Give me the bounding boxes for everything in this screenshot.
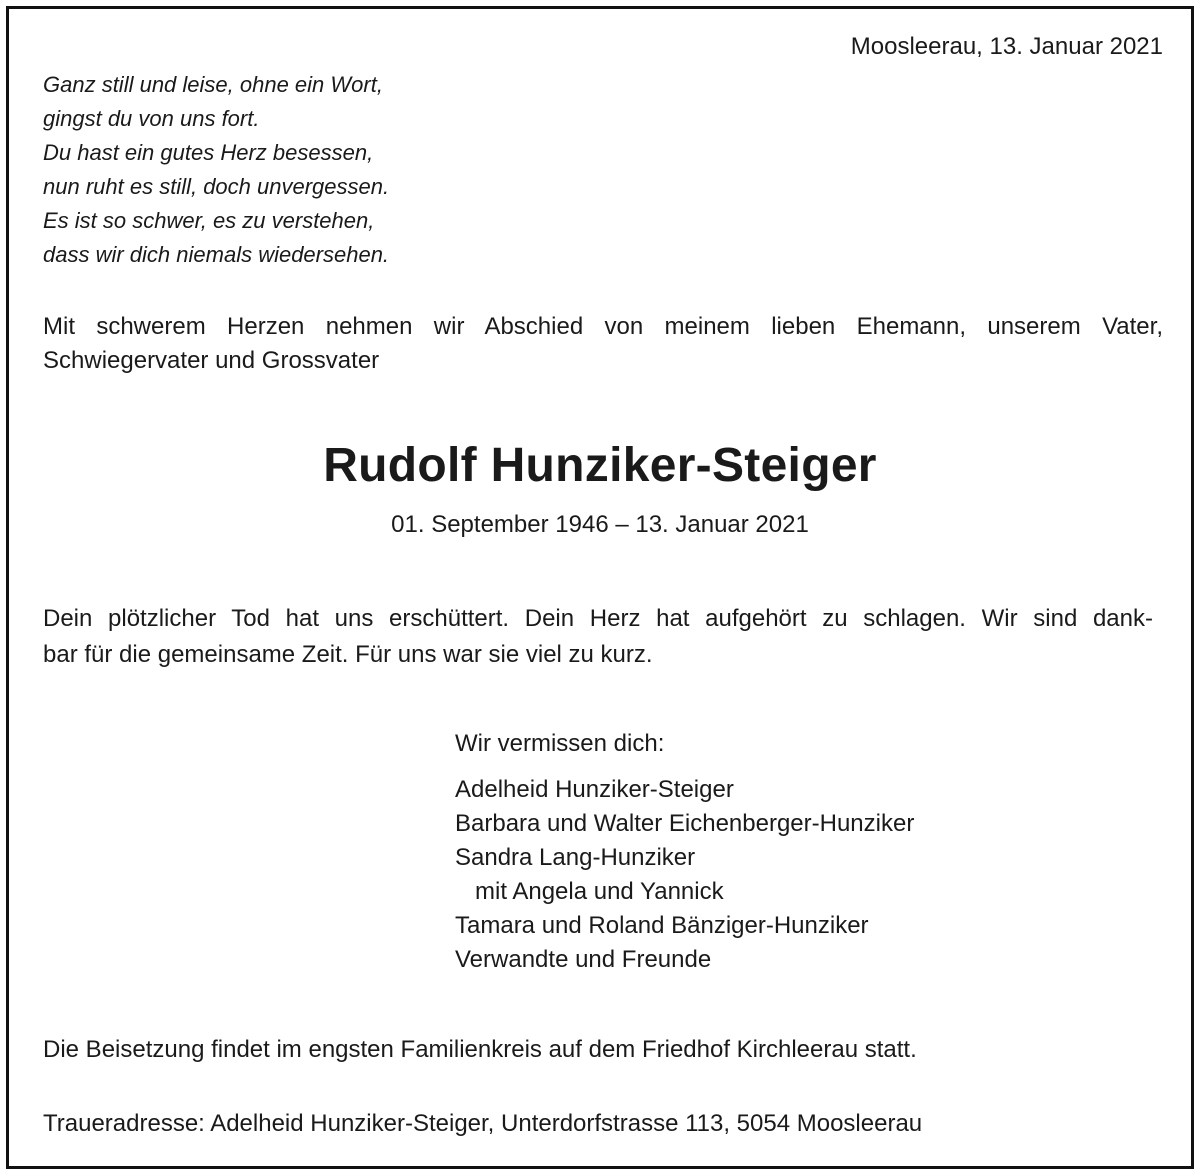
poem-line: Es ist so schwer, es zu verstehen, — [43, 208, 375, 233]
mourner-name: Adelheid Hunziker-Steiger — [455, 776, 734, 803]
place-date: Moosleerau, 13. Januar 2021 — [850, 33, 1163, 60]
intro-line: Schwiegervater und Grossvater — [43, 347, 380, 374]
mourning-address: Traueradresse: Adelheid Hunziker-Steiger, Unterdorfstrasse 113, 5054 Moosleerau — [43, 1110, 923, 1137]
intro-line: Mit schwerem Herzen nehmen wir Abschied von meinem lieben Ehemann, unserem Vater, — [43, 313, 1163, 340]
mourner-name: mit Angela und Yannick — [475, 878, 724, 905]
poem — [43, 68, 389, 272]
mourner-name: Sandra Lang-Hunziker — [455, 844, 696, 871]
poem-line: Du hast ein gutes Herz besessen, — [43, 140, 374, 165]
miss-heading: Wir vermissen dich: — [455, 730, 665, 757]
poem-line: Ganz still und leise, ohne ein Wort, — [43, 72, 383, 97]
poem-line: gingst du von uns fort. — [43, 106, 260, 131]
message-line: bar für die gemeinsame Zeit. Für uns war sie viel zu kurz. — [43, 641, 653, 668]
message-line: Dein plötzlicher Tod hat uns erschüttert. Dein Herz hat aufgehört zu schlagen. Wir sind dank- — [43, 605, 1153, 632]
poem-line: nun ruht es still, doch unvergessen. — [43, 174, 390, 199]
mourners-list — [455, 773, 914, 977]
mourner-name: Tamara und Roland Bänziger-Hunziker — [455, 912, 869, 939]
burial-info: Die Beisetzung findet im engsten Familienkreis auf dem Friedhof Kirchleerau statt. — [43, 1036, 917, 1063]
mourner-name: Barbara und Walter Eichenberger-Hunziker — [455, 810, 915, 837]
lifespan-dates: 01. September 1946 – 13. Januar 2021 — [391, 511, 809, 538]
deceased-name: Rudolf Hunziker-Steiger — [323, 439, 877, 492]
poem-line: dass wir dich niemals wiedersehen. — [43, 242, 390, 267]
message-text — [43, 601, 1153, 673]
mourner-name: Verwandte und Freunde — [455, 946, 712, 973]
intro-text — [43, 310, 1163, 378]
